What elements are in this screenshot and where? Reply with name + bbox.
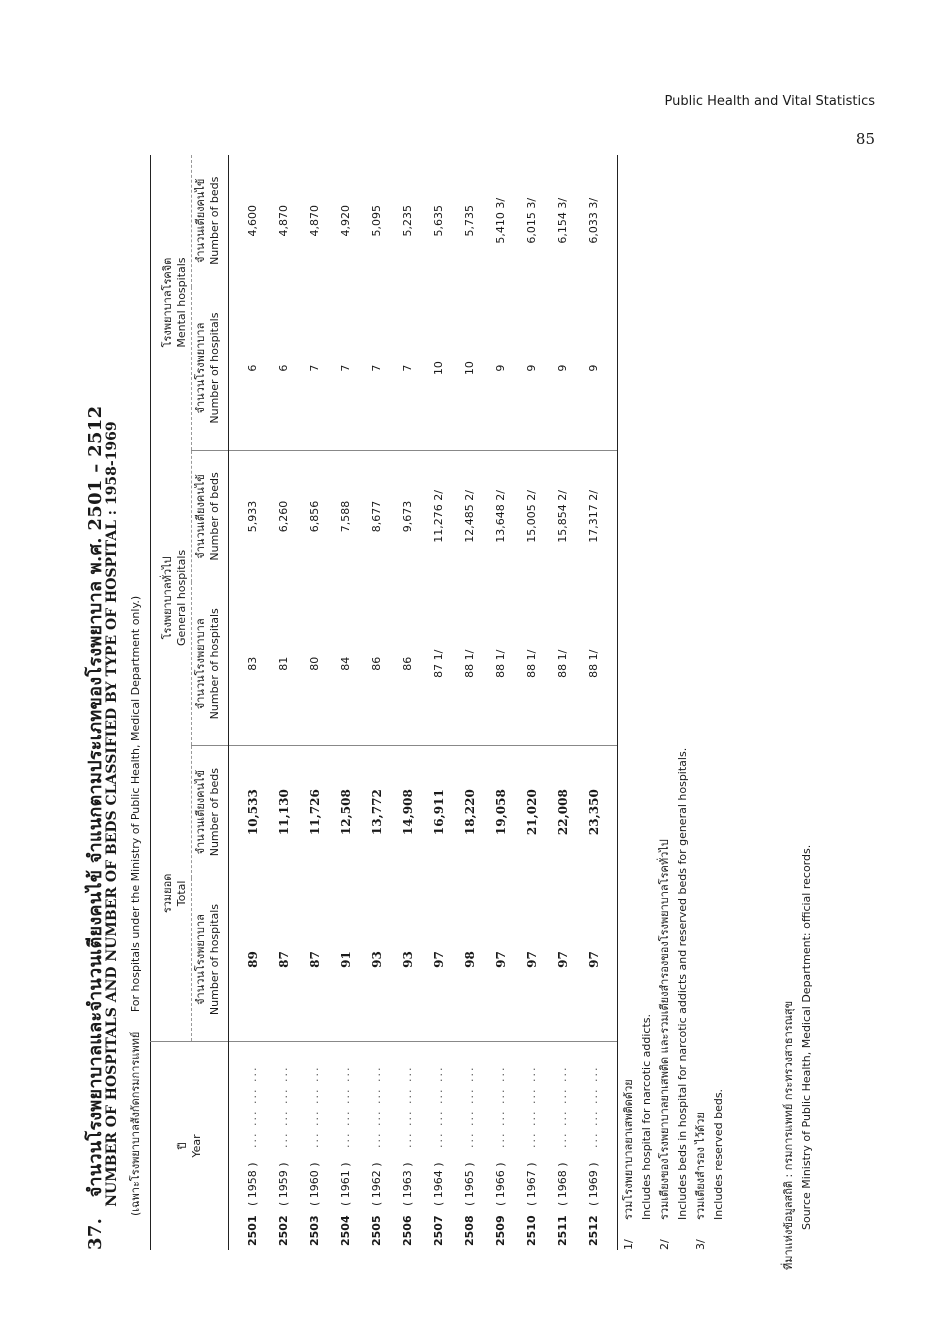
mental-hospitals-cell: 7 (308, 364, 321, 372)
general-beds-cell: 7,588 (330, 450, 361, 582)
mental-beds-cell: 6,154 3/ (556, 197, 569, 244)
mental-beds-cell: 5,635 (432, 205, 445, 237)
general-hospitals-cell: 84 (339, 656, 352, 671)
total-beds-cell: 21,020 (516, 746, 547, 878)
col-header-total-hospitals: จำนวนโรงพยาบาล Number of hospitals (192, 878, 229, 1041)
general-beds-cell: 12,485 2/ (454, 450, 485, 582)
table-title-thai: จำนวนโรงพยาบาลและจำนวนเตียงคนไข้ จำแนกตามประเภทของโรงพยาบาล พ.ศ. 2501 – 2512 (85, 405, 106, 1198)
mental-beds-cell: 4,870 (308, 205, 321, 237)
page-number: 85 (855, 130, 875, 148)
mental-hospitals-cell: 7 (370, 364, 383, 372)
mental-beds-cell: 5,095 (370, 205, 383, 237)
group-header-general: โรงพยาบาลทั่วไป General hospitals (151, 450, 192, 746)
total-hospitals-cell: 97 (578, 878, 618, 1041)
year-cell: 2510( 1967 )... ... ... ... (516, 1042, 547, 1251)
total-hospitals-cell: 97 (431, 951, 446, 968)
mental-hospitals-cell: 7 (339, 364, 352, 372)
col-header-total-beds: จำนวนเตียงคนไข้ Number of beds (192, 746, 229, 878)
total-hospitals-cell: 87 (307, 951, 322, 968)
table-row (547, 155, 578, 1250)
table-number: 37. (85, 1217, 106, 1250)
total-hospitals-cell: 93 (400, 951, 415, 968)
table-row (578, 155, 618, 1250)
year-cell: 2504( 1961 )... ... ... ... (330, 1042, 361, 1251)
total-beds-cell: 14,908 (392, 746, 423, 878)
general-beds-cell: 13,648 2/ (485, 450, 516, 582)
mental-beds-cell: 4,870 (277, 205, 290, 237)
mental-beds-cell: 5,735 (463, 205, 476, 237)
col-header-mental-hospitals: จำนวนโรงพยาบาล Number of hospitals (192, 287, 229, 450)
general-hospitals-cell: 83 (246, 656, 259, 671)
general-hospitals-cell: 88 1/ (578, 582, 618, 745)
mental-beds-cell: 6,015 3/ (525, 197, 538, 244)
total-hospitals-cell: 98 (462, 951, 477, 968)
col-header-general-hospitals: จำนวนโรงพยาบาล Number of hospitals (192, 582, 229, 745)
source-note: ที่มาแห่งข้อมูลสถิติ : กรมการแพทย์ กระทรวงสาธารณสุข Source Ministry of Public Health, Medical Department: official records. (782, 844, 813, 1270)
year-cell: 2511( 1968 )... ... ... ... (547, 1042, 578, 1251)
total-beds-cell: 11,130 (268, 746, 299, 878)
hospital-table (150, 155, 618, 1250)
table-row (268, 155, 299, 1250)
table-row (229, 155, 269, 1250)
total-beds-cell: 23,350 (578, 746, 618, 878)
table-row (330, 155, 361, 1250)
total-hospitals-cell: 89 (245, 951, 260, 968)
mental-beds-cell: 4,920 (339, 205, 352, 237)
general-hospitals-cell: 81 (277, 656, 290, 671)
total-beds-cell: 12,508 (330, 746, 361, 878)
footnotes: 1/รวมโรงพยาบาลยาเสพติดด้วย Includes hospital for narcotic addicts. 2/รวมเตียงของโรงพยาบาลยาเสพติด และรวมเตียงสำรองของโรงพยาบาลโรคทั่วไป Includes beds in hospital for narcotic addicts and reserved beds for general hospitals. 3/รวมเตียงสำรอง ไว้ด้วย Includes reserved beds. (622, 747, 725, 1250)
table-scope-note: (เฉพาะโรงพยาบาลสังกัดกรมการแพทย์ For hospitals under the Ministry of Public Health, Medical Department only.) (129, 595, 142, 1216)
general-beds-cell: 6,856 (299, 450, 330, 582)
general-hospitals-cell: 86 (401, 656, 414, 671)
total-beds-cell: 13,772 (361, 746, 392, 878)
total-beds-cell: 11,726 (299, 746, 330, 878)
footnote-1: 1/รวมโรงพยาบาลยาเสพติดด้วย (622, 1079, 635, 1250)
total-hospitals-cell: 93 (369, 951, 384, 968)
year-cell: 2503( 1960 )... ... ... ... (299, 1042, 330, 1251)
general-hospitals-cell: 88 1/ (525, 649, 538, 678)
year-cell: 2507( 1964 )... ... ... ... (423, 1042, 454, 1251)
general-beds-cell: 17,317 2/ (578, 450, 618, 582)
general-beds-cell: 8,677 (361, 450, 392, 582)
total-hospitals-cell: 97 (555, 951, 570, 968)
table-row (299, 155, 330, 1250)
col-header-general-beds: จำนวนเตียงคนไข้ Number of beds (192, 450, 229, 582)
table-row (423, 155, 454, 1250)
mental-hospitals-cell: 9 (556, 364, 569, 372)
footnote-3: 3/รวมเตียงสำรอง ไว้ด้วย (694, 1112, 707, 1250)
total-hospitals-cell: 87 (276, 951, 291, 968)
general-beds-cell: 11,276 2/ (423, 450, 454, 582)
mental-hospitals-cell: 10 (463, 361, 476, 376)
mental-hospitals-cell: 9 (578, 287, 618, 450)
table-title-english: NUMBER OF HOSPITALS AND NUMBER OF BEDS CLASSIFIED BY TYPE OF HOSPITAL : 1958-1969 (104, 421, 120, 1207)
mental-hospitals-cell: 10 (432, 361, 445, 376)
table-row (361, 155, 392, 1250)
running-header: Public Health and Vital Statistics (664, 94, 875, 109)
table-row (392, 155, 423, 1250)
general-hospitals-cell: 88 1/ (556, 649, 569, 678)
rotated-table-page (80, 150, 880, 1270)
general-hospitals-cell: 88 1/ (463, 649, 476, 678)
general-hospitals-cell: 86 (370, 656, 383, 671)
year-cell: 2502( 1959 )... ... ... ... (268, 1042, 299, 1251)
total-hospitals-cell: 97 (524, 951, 539, 968)
table-title-english-wrap (104, 421, 120, 1250)
total-beds-cell: 18,220 (454, 746, 485, 878)
total-beds-cell: 19,058 (485, 746, 516, 878)
mental-hospitals-cell: 9 (525, 364, 538, 372)
group-header-mental: โรงพยาบาลโรคจิต Mental hospitals (151, 155, 192, 450)
general-hospitals-cell: 87 1/ (432, 649, 445, 678)
general-beds-cell: 15,854 2/ (547, 450, 578, 582)
total-hospitals-cell: 97 (493, 951, 508, 968)
total-beds-cell: 16,911 (423, 746, 454, 878)
year-cell: 2512( 1969 )... ... ... ... (578, 1042, 618, 1251)
mental-beds-cell: 5,235 (401, 205, 414, 237)
total-beds-cell: 22,008 (547, 746, 578, 878)
group-header-total: รวมยอด Total (151, 746, 192, 1042)
table-row (485, 155, 516, 1250)
general-beds-cell: 15,005 2/ (516, 450, 547, 582)
year-cell: 2508( 1965 )... ... ... ... (454, 1042, 485, 1251)
mental-beds-cell: 5,410 3/ (494, 197, 507, 244)
table-row (516, 155, 547, 1250)
mental-hospitals-cell: 9 (494, 364, 507, 372)
year-header: ปี Year (151, 1042, 229, 1251)
general-beds-cell: 5,933 (229, 450, 269, 582)
year-cell: 2505( 1962 )... ... ... ... (361, 1042, 392, 1251)
col-header-mental-beds: จำนวนเตียงคนไข้ Number of beds (192, 155, 229, 287)
general-hospitals-cell: 80 (308, 656, 321, 671)
mental-beds-cell: 6,033 3/ (578, 155, 618, 287)
general-hospitals-cell: 88 1/ (494, 649, 507, 678)
general-beds-cell: 6,260 (268, 450, 299, 582)
mental-beds-cell: 4,600 (246, 205, 259, 237)
total-beds-cell: 10,533 (229, 746, 269, 878)
year-cell: 2509( 1966 )... ... ... ... (485, 1042, 516, 1251)
mental-hospitals-cell: 6 (277, 364, 290, 372)
footnote-2: 2/รวมเตียงของโรงพยาบาลยาเสพติด และรวมเตียงสำรองของโรงพยาบาลโรคทั่วไป (658, 839, 671, 1250)
year-cell: 2506( 1963 )... ... ... ... (392, 1042, 423, 1251)
table-row (454, 155, 485, 1250)
mental-hospitals-cell: 7 (401, 364, 414, 372)
year-cell: 2501( 1958 )... ... ... ... (229, 1042, 269, 1251)
total-hospitals-cell: 91 (338, 951, 353, 968)
mental-hospitals-cell: 6 (246, 364, 259, 372)
general-beds-cell: 9,673 (392, 450, 423, 582)
